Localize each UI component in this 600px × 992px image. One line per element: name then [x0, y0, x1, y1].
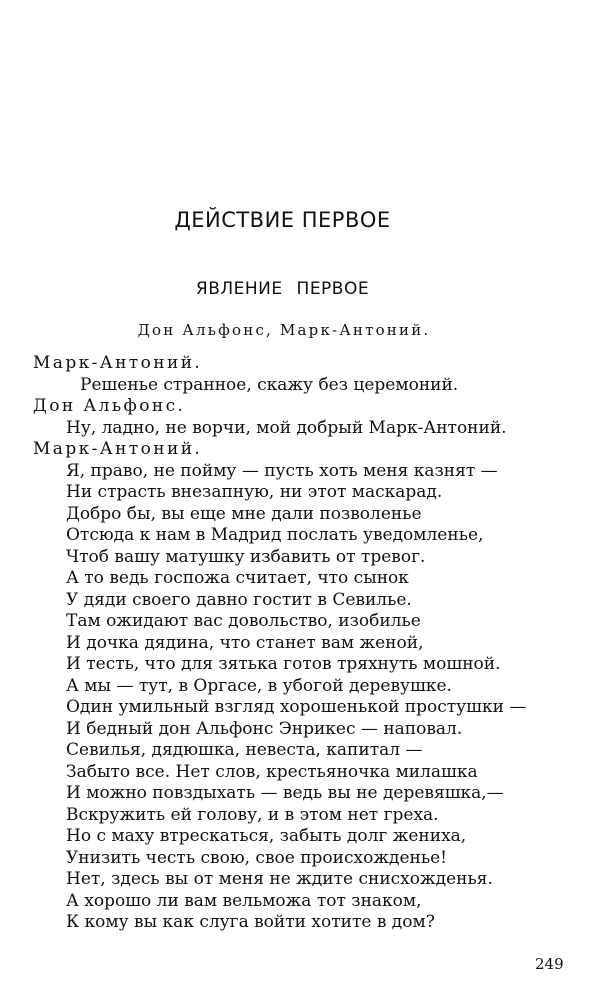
speaker-name: Дон Альфонс.: [33, 396, 186, 416]
play-text: [0, 353, 600, 934]
page-number: 249: [535, 955, 564, 973]
verse-line: Там ожидают вас довольство, изобилье: [66, 611, 421, 631]
verse-line: И бедный дон Альфонс Энрикес — наповал.: [66, 718, 463, 739]
verse-line: Забыто все. Нет слов, крестьяночка милашка: [66, 761, 478, 782]
characters-list: Дон Альфонс, Марк-Антоний.: [137, 321, 431, 339]
speaker-name: Марк-Антоний.: [33, 353, 203, 373]
verse-line: Один умильный взгляд хорошенькой простушки —: [66, 697, 527, 717]
verse-line: Чтоб вашу матушку избавить от тревог.: [66, 546, 426, 567]
verse-line: К кому вы как слуга войти хотите в дом?: [66, 912, 435, 932]
verse-line: Решенье странное, скажу без церемоний.: [80, 374, 459, 395]
verse-line: И тесть, что для зятька готов тряхнуть мошной.: [66, 654, 501, 674]
verse-line: А то ведь госпожа считает, что сынок: [66, 568, 409, 588]
verse-line: Ни страсть внезапную, ни этот маскарад.: [66, 482, 443, 502]
verse-line: У дяди своего давно гостит в Севилье.: [66, 589, 412, 610]
speaker-name: Марк-Антоний.: [33, 439, 203, 459]
scene-title: ЯВЛЕНИЕ ПЕРВОЕ: [195, 279, 370, 299]
verse-line: Отсюда к нам в Мадрид послать уведомленье,: [66, 525, 484, 545]
verse-line: И можно повздыхать — ведь вы не деревяшка,—: [66, 783, 504, 803]
verse-line: А хорошо ли вам вельможа тот знаком,: [66, 890, 422, 911]
verse-line: Добро бы, вы еще мне дали позволенье: [66, 503, 422, 524]
verse-line: Нет, здесь вы от меня не ждите снисхожденья.: [66, 869, 493, 889]
verse-line: Я, право, не пойму — пусть хоть меня казнят —: [66, 460, 498, 481]
verse-line: Но с маху втрескаться, забыть долг жениха,: [66, 826, 467, 846]
verse-line: Севилья, дядюшка, невеста, капитал —: [66, 740, 423, 760]
verse-line: Ну, ладно, не ворчи, мой добрый Марк-Антоний.: [66, 417, 507, 438]
verse-line: А мы — тут, в Оргасе, в убогой деревушке.: [66, 675, 452, 696]
verse-line: Унизить честь свою, свое происхожденье!: [66, 847, 447, 868]
act-title: ДЕЙСТВИЕ ПЕРВОЕ: [174, 208, 391, 232]
verse-line: Вскружить ей голову, и в этом нет греха.: [66, 804, 439, 825]
verse-line: И дочка дядина, что станет вам женой,: [66, 632, 424, 653]
